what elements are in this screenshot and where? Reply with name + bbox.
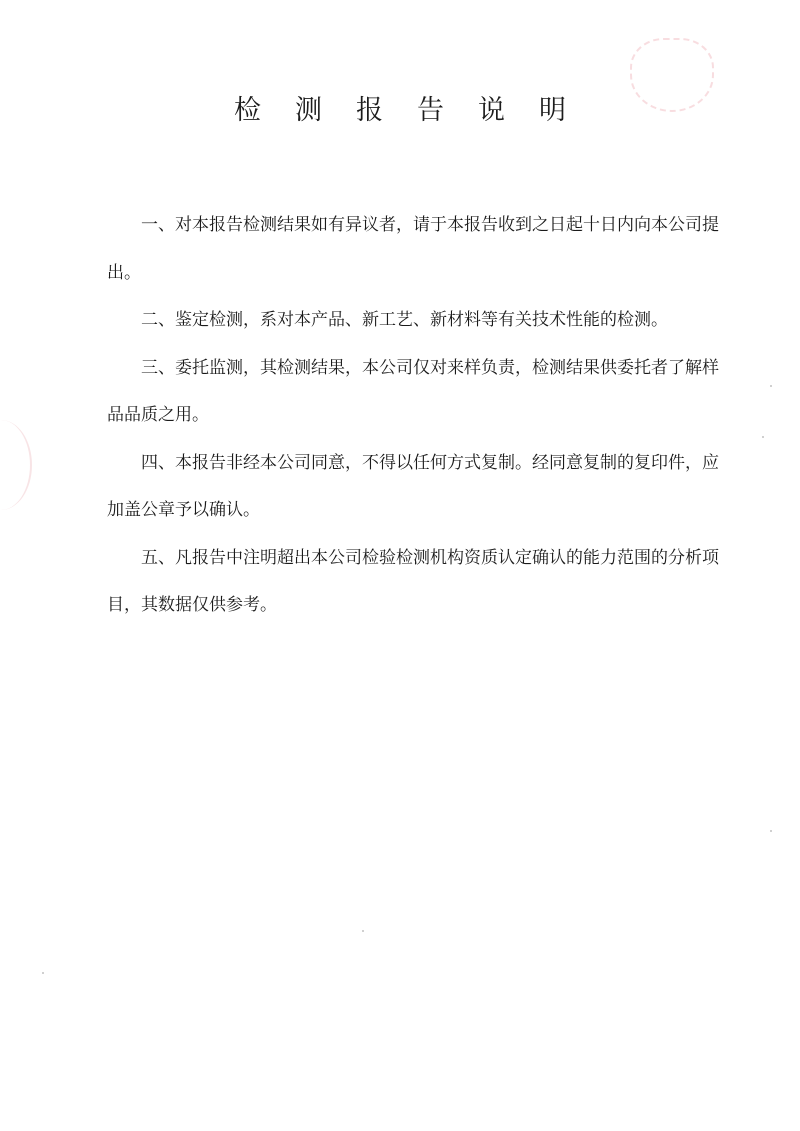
paragraph-3: 三、委托监测，其检测结果，本公司仅对来样负责，检测结果供委托者了解样品品质之用。 — [107, 357, 719, 425]
scan-speck — [762, 436, 764, 438]
scan-speck — [362, 930, 364, 932]
paragraph-4: 四、本报告非经本公司同意，不得以任何方式复制。经同意复制的复印件，应加盖公章予以确认。 — [107, 452, 719, 520]
document-body — [107, 202, 719, 630]
scan-speck — [770, 830, 772, 832]
paragraph-1: 一、对本报告检测结果如有异议者，请于本报告收到之日起十日内向本公司提出。 — [107, 215, 719, 283]
scan-speck — [770, 385, 772, 387]
paragraph-2: 二、鉴定检测，系对本产品、新工艺、新材料等有关技术性能的检测。 — [141, 310, 668, 330]
page-title: 检测报告说明 — [234, 95, 600, 126]
scan-speck — [42, 972, 44, 974]
seal-stamp-edge — [0, 420, 32, 510]
paragraph-5: 五、凡报告中注明超出本公司检验检测机构资质认定确认的能力范围的分析项目，其数据仅供参考。 — [107, 547, 719, 615]
